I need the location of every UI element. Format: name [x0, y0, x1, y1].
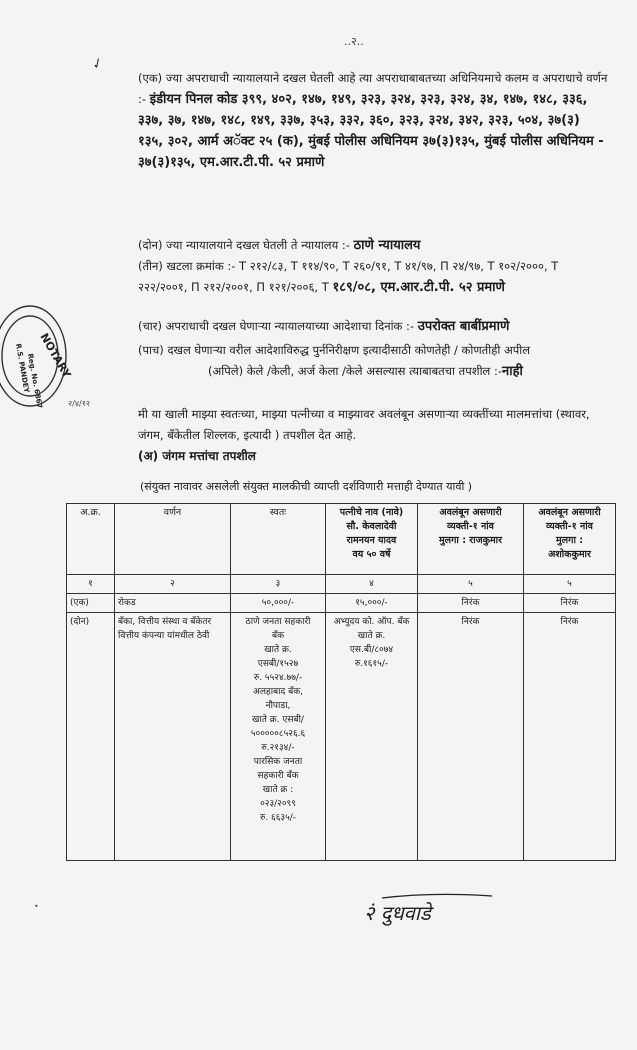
row2-self-line: ५०००००८५२६.६ [250, 728, 306, 739]
row2-sr: (दोन) [67, 612, 115, 861]
stamp-line1: NOTARY [37, 331, 74, 381]
row2-self-line: ०२३/२०९९ [260, 798, 296, 809]
item-two-bold: ठाणे न्यायालय [353, 238, 421, 253]
tick-mark-icon: ✓ [89, 54, 107, 74]
item-three-label: (तीन) [138, 259, 163, 273]
header-dependent-2 [524, 504, 616, 575]
row1-wife: १५,०००/- [326, 593, 418, 612]
row2-self-line: नौपाडा, [265, 700, 291, 711]
movable-assets-table [66, 503, 616, 861]
item-five-label: (पाच) [138, 343, 164, 357]
header-self: स्वतः [231, 504, 326, 575]
item-three [138, 256, 608, 298]
signature [362, 890, 502, 930]
header-dependent-1 [418, 504, 524, 575]
row2-self-line: रु.२१३४/- [261, 742, 295, 753]
header-wife-l2: सौ. केवलादेवी [346, 521, 397, 532]
header-dep1-l3: मुलगा : राजकुमार [438, 535, 503, 546]
header-dep1-l1: अवलंबून असणारी [439, 507, 502, 518]
row2-wife-line: एस.बी/८०७४ [349, 644, 394, 655]
item-one [138, 68, 608, 173]
row2-self-line: खाते क्र. एसबी/ [252, 714, 304, 725]
col-num: २ [115, 574, 231, 593]
item-five [138, 340, 608, 382]
row2-dep1: निरंक [418, 612, 524, 861]
row2-wife-line: खाते क्र. [357, 630, 386, 641]
item-one-label: (एक) [138, 71, 163, 85]
item-two [138, 235, 608, 256]
table-row [67, 612, 616, 861]
header-wife-l3: रामनयन यादव [346, 535, 397, 546]
header-dep2-l1: अवलंबून असणारी [538, 507, 601, 518]
header-wife-l1: पत्नीचे नाव (नावे) [339, 507, 404, 518]
row2-self [231, 612, 326, 861]
item-five-text: दखल घेणाऱ्या वरील आदेशाविरुद्ध पुर्ननिरीक्षण इत्यादीसाठी कोणतेही / कोणतीही अपील [167, 343, 531, 357]
table-row [67, 593, 616, 612]
row2-self-line: पारसिक जनता [253, 756, 303, 767]
page-number: ..२.. [344, 35, 364, 48]
header-dep1-l2: व्यक्ती-१ नांव [447, 521, 494, 532]
row2-wife-line: अभ्युदय को. ऑप. बँक [333, 616, 410, 627]
item-two-label: (दोन) [138, 238, 163, 252]
header-desc: वर्णन [115, 504, 231, 575]
header-sr: अ.क्र. [67, 504, 115, 575]
row2-self-line: एसबी/१५२७ [257, 658, 299, 669]
col-num: ४ [326, 574, 418, 593]
column-number-row [67, 574, 616, 593]
item-five-text2: (अपिले) केले /केली, अर्ज केला /केले असल्यास त्याबाबतचा तपशील :- [208, 364, 503, 378]
row1-dep2: निरंक [524, 593, 616, 612]
header-wife-l4: वय ५० वर्षे [352, 549, 391, 560]
row2-self-line: रु. ५५२४.७७/- [253, 672, 303, 683]
item-three-text: खटला क्रमांक :- T २१२/८३, T ११४/९०, T २६०/९१, T ४१/९७, Π २४/९७, T १०२/२०००, T २२२/२००१, Π २१२/२००१, Π १२१/२००६, T [138, 259, 559, 294]
signature-text: २ं दुधवाडे [364, 901, 431, 925]
header-wife [326, 504, 418, 575]
item-five-line2 [138, 361, 608, 382]
header-dep2-l2: व्यक्ती-१ नांव [546, 521, 593, 532]
item-five-bold: नाही [502, 364, 523, 379]
notary-stamp [0, 296, 90, 416]
col-num: ५ [524, 574, 616, 593]
row2-self-line: ठाणे जनता सहकारी [245, 616, 311, 627]
row2-self-line: अलहाबाद बँक, [252, 686, 304, 697]
item-four [138, 316, 608, 337]
row2-desc: बँका, वित्तीय संस्था व बँकेतर वित्तीय कंपन्या यांमधील ठेवी [115, 612, 231, 861]
item-four-text: अपराधाची दखल घेणाऱ्या न्यायालयाच्या आदेशाचा दिनांक :- [165, 319, 415, 333]
item-one-bold: इंडीयन पिनल कोड ३९९, ४०२, १४७, १४९, ३२३, ३२४, ३२३, ३२४, ३४, १४७, १४८, ३३६, ३३७, ३७, १४७, १४८, १४९, ३३७, ३५३, ३३२, ३६०, ३२३, ३२४, ३४२, ३२३, ५०४, ३७(३) १३५, ३०२, आर्म अॅक्ट २५ (क), मुंबई पोलीस अधिनियम ३७(३)१३५, मुंबई पोलीस अधिनियम - ३७(३)१३५, एम.आर.टी.पी. ५२ प्रमाणे [138, 92, 604, 170]
row1-sr: (एक) [67, 593, 115, 612]
table-header-row [67, 504, 616, 575]
declaration: मी या खाली माझ्या स्वतःच्या, माझ्या पत्नीच्या व माझ्यावर अवलंबून असणाऱ्या व्यक्तींच्या मालमत्तांचा (स्थावर, जंगम, बँकेतील शिल्लक, इत्यादी ) तपशील देत आहे. [138, 407, 590, 442]
row2-self-line: रु. ६६३५/- [259, 812, 297, 823]
stamp-date: २/४/१२ [68, 399, 90, 408]
header-dep2-l3: मुलगा : [555, 535, 584, 546]
col-num: ३ [231, 574, 326, 593]
item-two-text: ज्या न्यायालयाने दखल घेतली ते न्यायालय :- [166, 238, 350, 252]
side-mark: • [34, 902, 39, 911]
item-four-bold: उपरोक्त बाबींप्रमाणे [417, 319, 510, 334]
row1-self: ५०,०००/- [231, 593, 326, 612]
stamp-line3: Reg. No. 6867 [26, 352, 44, 410]
row2-self-line: बँक [271, 630, 285, 641]
row2-self-line: खाते क्र. [264, 644, 292, 655]
row2-wife-line: रु.१६१५/- [354, 658, 389, 669]
row1-desc: रोकड [115, 593, 231, 612]
row2-dep2: निरंक [524, 612, 616, 861]
stamp-line2: R.S. PANDEY [14, 342, 31, 394]
row2-self-line: सहकारी बँक [257, 770, 299, 781]
row1-dep1: निरंक [418, 593, 524, 612]
section-note: (संयुक्त नावावर असलेली संयुक्त मालकीची व्याप्ती दर्शविणारी मत्ताही देण्यात यावी ) [140, 480, 473, 493]
col-num: १ [67, 574, 115, 593]
row2-wife [326, 612, 418, 861]
item-four-label: (चार) [138, 319, 162, 333]
header-dep2-l4: अशोककुमार [548, 549, 591, 560]
item-three-bold: १८९/०८, एम.आर.टी.पी. ५२ प्रमाणे [332, 280, 505, 295]
col-num: ५ [418, 574, 524, 593]
section-title: (अ) जंगम मत्तांचा तपशील [138, 449, 256, 463]
item-one-text: ज्या अपराधाची न्यायालयाने दखल घेतली आहे त्या अपराधाबाबतच्या अधिनियमाचे कलम व अपराधाचे वर्णन :- [138, 71, 608, 106]
row2-self-line: खाते क्र : [262, 784, 294, 795]
